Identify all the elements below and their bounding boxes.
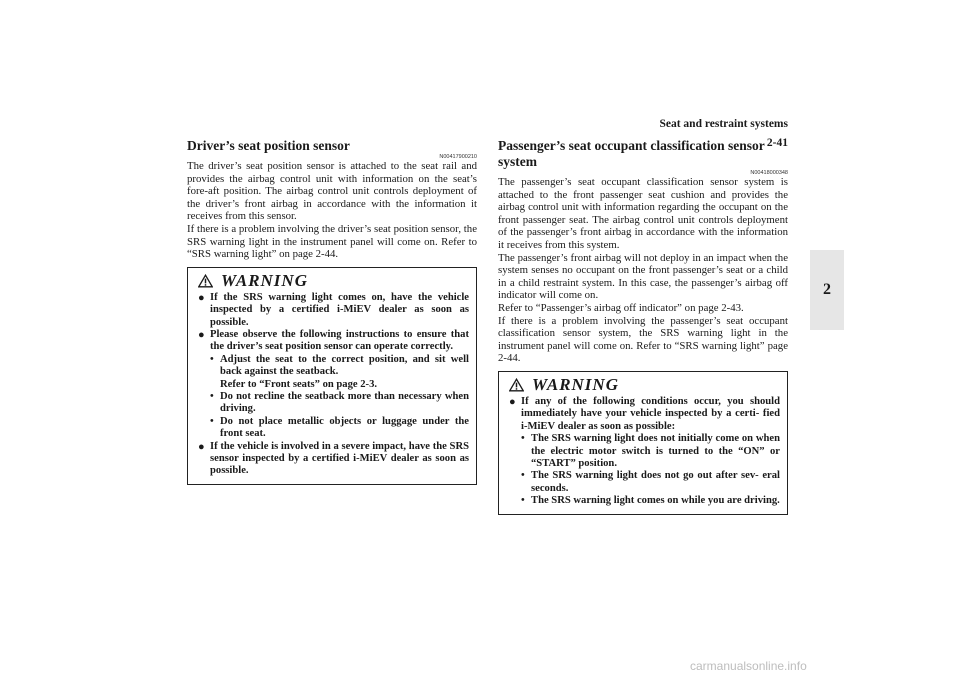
warning-header <box>198 270 469 292</box>
subbullet-icon: • <box>210 415 214 427</box>
right-column <box>498 138 788 515</box>
bullet-icon: ● <box>198 440 205 453</box>
chapter-tab: 2 <box>810 250 844 330</box>
section-code: N00418000348 <box>750 170 788 176</box>
warning-item-text: If the vehicle is involved in a severe impact, have the SRS sensor inspected by a certified i-MiEV dealer as soon as possible. <box>210 440 469 477</box>
warning-subitem <box>509 433 780 470</box>
bullet-icon: ● <box>509 395 516 408</box>
warning-item-text: Please observe the following instructions to ensure that the driver’s seat position sensor can operate correctly. <box>210 328 469 353</box>
left-column <box>187 138 477 485</box>
warning-subitem-reference: Refer to “Front seats” on page 2-3. <box>220 378 378 390</box>
warning-subitem <box>198 391 469 416</box>
warning-subitem-text: Do not recline the seatback more than necessary when driving. <box>220 391 469 415</box>
warning-title: WARNING <box>532 374 619 394</box>
warning-item-text: If any of the following conditions occur, you should immediately have your vehicle inspected by a certi- fied i-MiEV dealer as soon as possible: <box>521 395 780 432</box>
warning-item <box>198 292 469 329</box>
warning-subitem-text: The SRS warning light does not go out after sev- eral seconds. <box>531 470 780 494</box>
warning-subitem-text: The SRS warning light does not initially come on when the electric motor switch is turned to the “ON” or “START” position. <box>531 433 780 469</box>
bullet-icon: ● <box>198 291 205 304</box>
warning-subitem-text: Adjust the seat to the correct position, and sit well back against the seatback. <box>220 353 469 378</box>
warning-subitem <box>509 495 780 507</box>
subbullet-icon: • <box>521 495 525 507</box>
paragraph: Refer to “Passenger’s airbag off indicator” on page 2-43. <box>498 301 744 314</box>
bullet-icon: ● <box>198 328 205 341</box>
warning-header <box>509 374 780 396</box>
page-number: 2-41 <box>766 137 788 149</box>
subbullet-icon: • <box>210 353 214 365</box>
subbullet-icon: • <box>521 470 525 482</box>
warning-triangle-icon <box>509 378 524 392</box>
warning-subitem <box>198 416 469 441</box>
watermark: carmanualsonline.info <box>690 659 807 673</box>
warning-item <box>509 396 780 433</box>
warning-box <box>498 371 788 515</box>
warning-title: WARNING <box>221 270 308 290</box>
paragraph: If there is a problem involving the passenger’s seat occupant classification sensor system, the SRS warning light in the instrument panel will come on. Refer to “SRS warning light” page 2-44. <box>498 314 788 365</box>
warning-item <box>198 441 469 478</box>
subbullet-icon: • <box>210 391 214 402</box>
subbullet-icon: • <box>521 433 525 445</box>
warning-subitem-text: The SRS warning light comes on while you are driving. <box>531 495 780 507</box>
warning-subitem <box>198 354 469 379</box>
warning-triangle-icon <box>198 274 213 288</box>
warning-item-text: If the SRS warning light comes on, have the vehicle inspected by a certified i-MiEV dealer as soon as possible. <box>210 291 469 328</box>
warning-item <box>198 329 469 354</box>
paragraph: The passenger’s front airbag will not deploy in an impact when the system senses no occupant on the front passenger’s seat or a child in a child restraint system. In this case, the passenger’s airbag off indicator will come on. <box>498 251 788 302</box>
running-header: Seat and restraint systems <box>659 118 788 130</box>
section-title: Passenger’s seat occupant classification sensor system <box>498 138 765 169</box>
paragraph: The driver’s seat position sensor is attached to the seat rail and provides the airbag control unit with information on the seat’s fore-aft position. The airbag control unit controls deployment of the driver’s front airbag in accordance with the information it receives from this sensor. <box>187 160 477 223</box>
paragraph: If there is a problem involving the driver’s seat position sensor, the SRS warning light in the instrument panel will come on. Refer to “SRS warning light” on page 2-44. <box>187 222 477 261</box>
warning-box <box>187 267 477 485</box>
warning-subitem-text: Do not place metallic objects or luggage under the front seat. <box>220 415 469 440</box>
section-title: Driver’s seat position sensor <box>187 138 350 153</box>
warning-subitem <box>509 470 780 495</box>
section-code: N00417900210 <box>439 154 477 160</box>
paragraph: The passenger’s seat occupant classification sensor system is attached to the front passenger seat cushion and provides the airbag control unit with information regarding the occupant on the front passenger seat. The airbag control unit controls deployment of the passenger’s front airbag in accordance with the information it receives from this system. <box>498 176 788 251</box>
